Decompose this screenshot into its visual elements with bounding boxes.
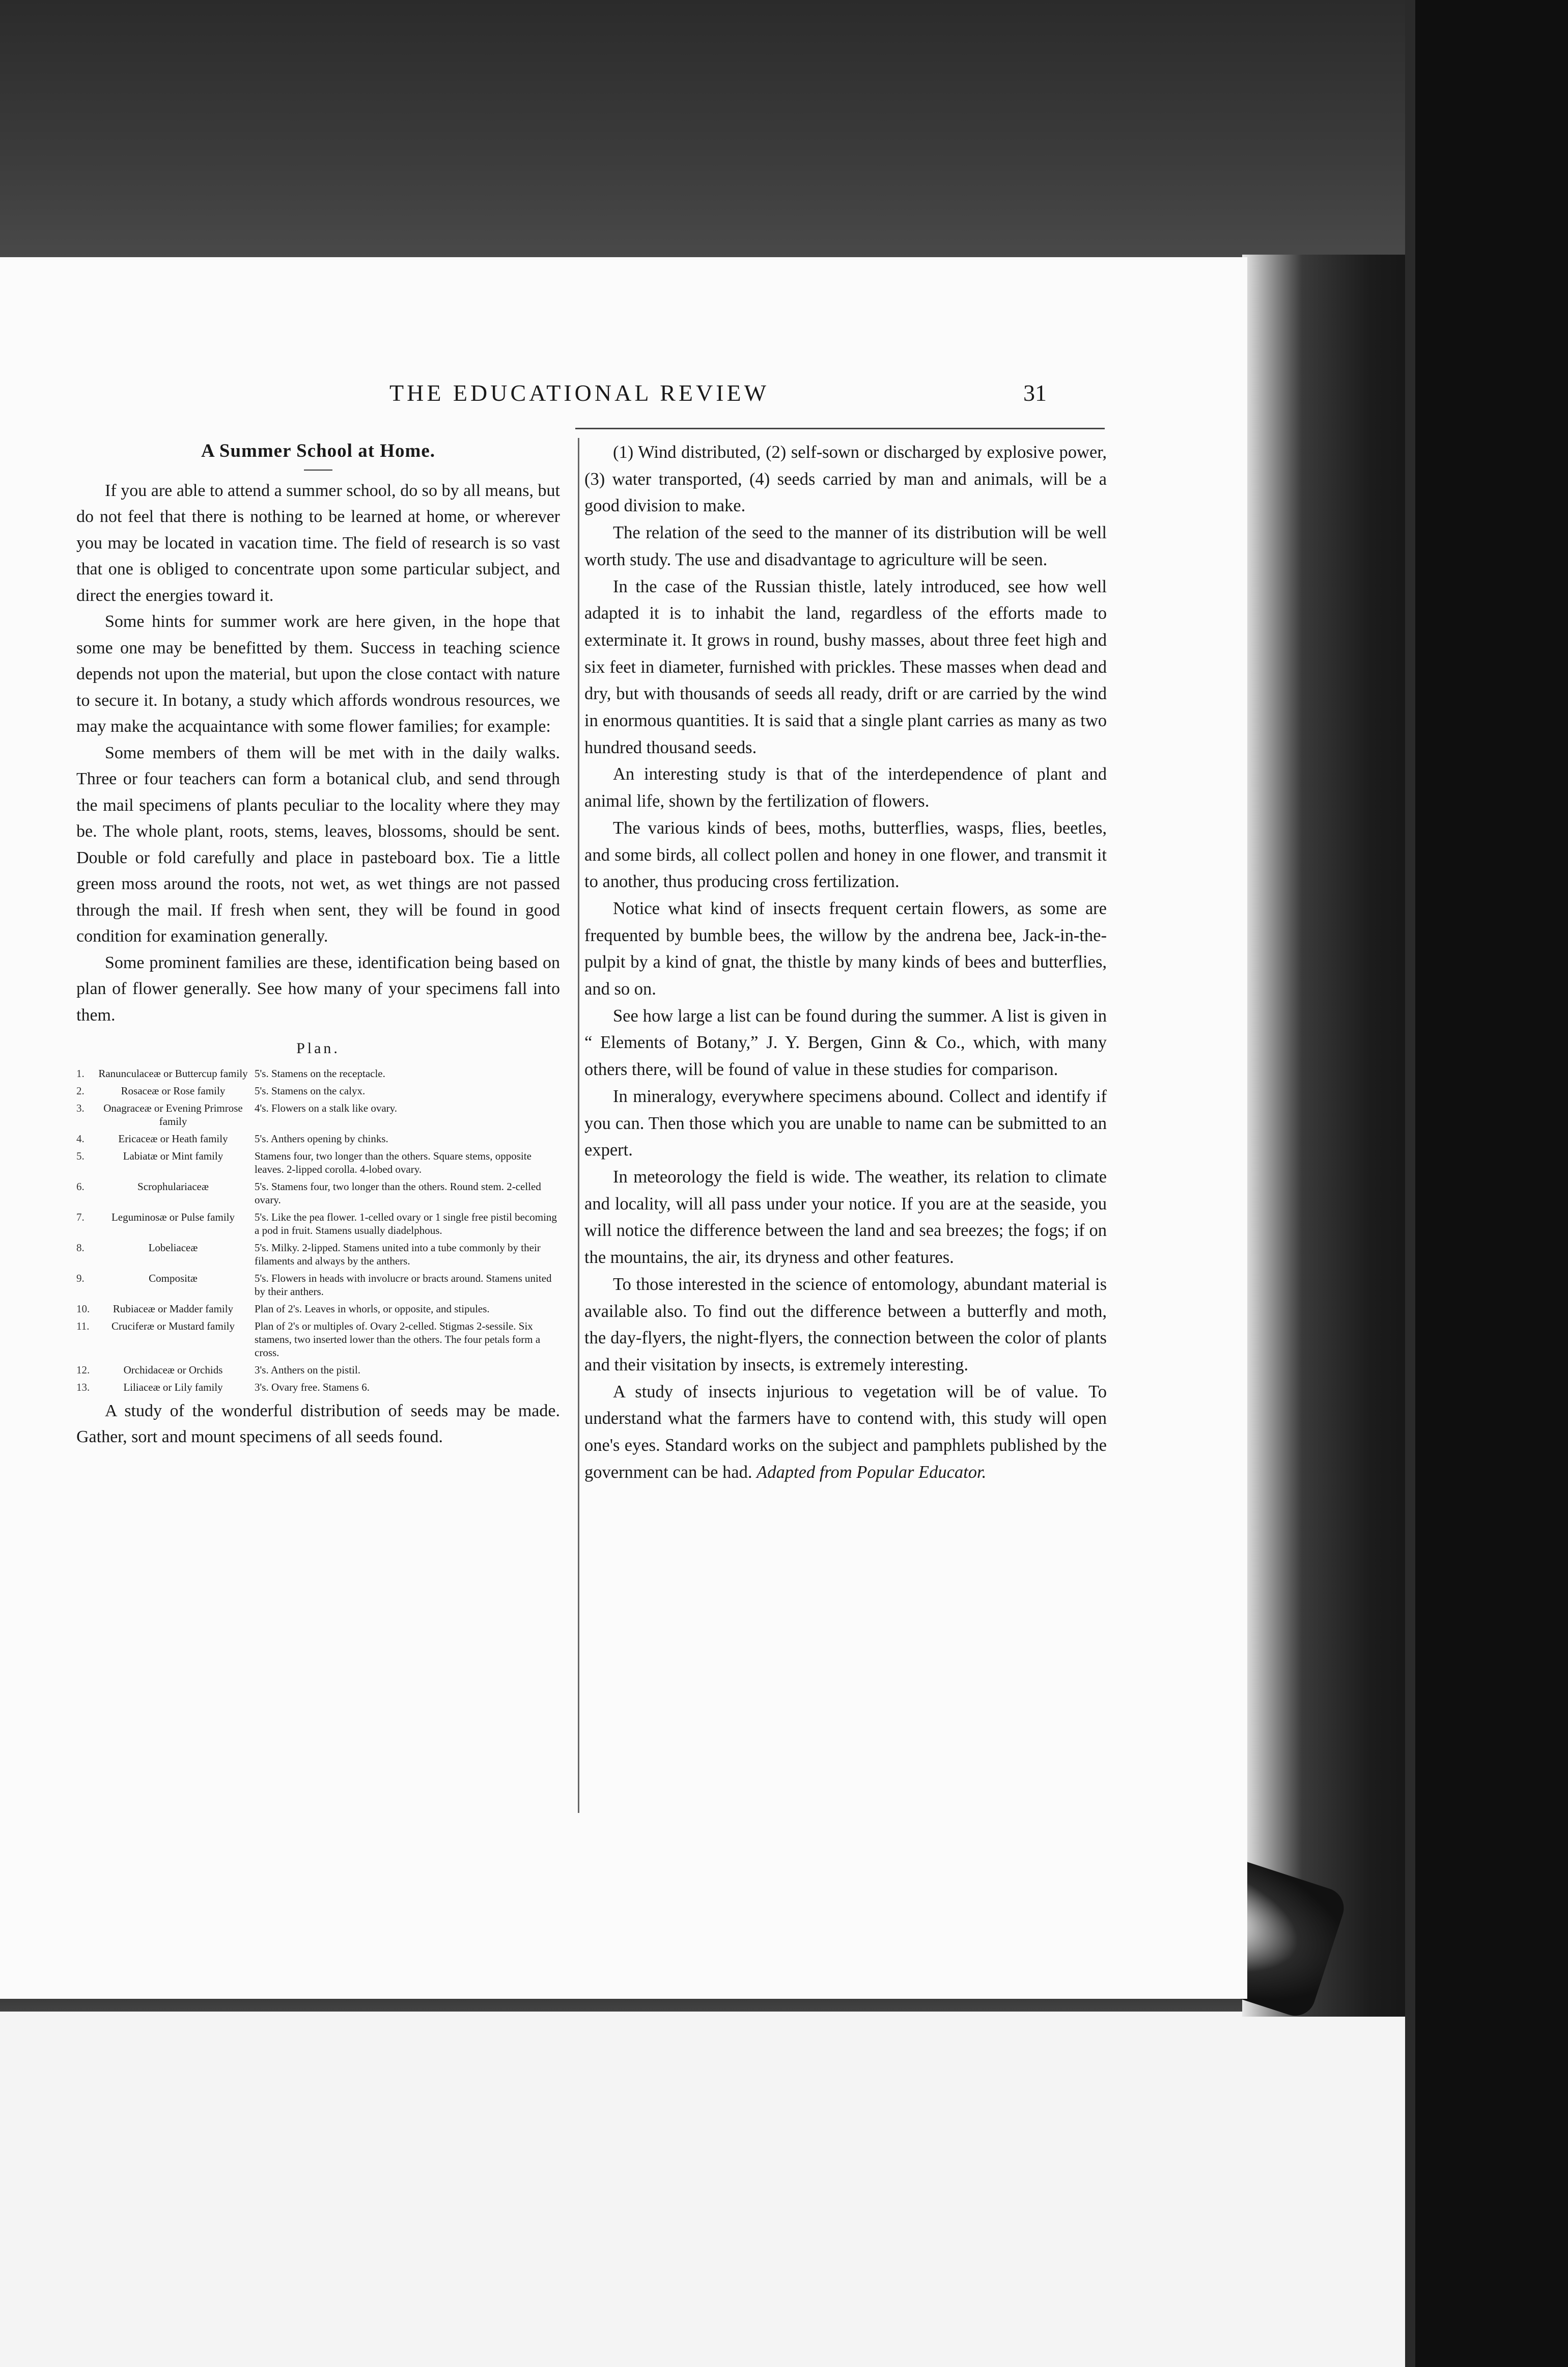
right-column [584,439,1107,1485]
plan-family: Onagraceæ or Evening Primrose family [103,1102,243,1127]
plan-number: 1. [76,1067,85,1080]
plan-family: Scrophulariaceæ [137,1180,209,1193]
plan-number: 10. [76,1302,90,1315]
plan-row [76,1067,560,1080]
final-paragraph-text: A study of insects injurious to vegetation will be of value. To understand what the farmers have to contend with, this study will open one's eyes. Standard works on the subject and pamphlets published by the government can be had. [584,1382,1107,1482]
plan-number: 2. [76,1084,85,1097]
plan-family: Rubiaceæ or Madder family [113,1302,234,1315]
paragraph: Some prominent families are these, identification being based on plan of flower generally. See how many of your specimens fall into them. [76,953,560,1025]
column-divider [578,438,579,1813]
paragraph: The various kinds of bees, moths, butterflies, wasps, flies, beetles, and some birds, all collect pollen and honey in one flower, and transmit it to another, thus producing cross fertilization. [584,818,1107,892]
plan-row [76,1319,560,1359]
plan-row [76,1363,560,1377]
plan-family: Liliaceæ or Lily family [123,1381,223,1393]
photo-backdrop-top [0,0,1568,265]
running-title: THE EDUCATIONAL REVIEW [389,380,770,406]
plan-description: 5's. Flowers in heads with involucre or bracts around. Stamens united by their anthers. [255,1272,552,1298]
paragraph: In meteorology the field is wide. The weather, its relation to climate and locality, will all pass under your notice. If you are at the seaside, you will notice the difference between the land and sea breezes; the fogs; if on the mountains, the air, its dryness and other features. [584,1167,1107,1268]
paragraph: To those interested in the science of entomology, abundant material is available also. To find out the difference between a butterfly and moth, the day-flyers, the night-flyers, the connection between the color of plants and their visitation by insects, is extremely interesting. [584,1274,1107,1374]
paragraph: An interesting study is that of the interdependence of plant and animal life, shown by the fertilization of flowers. [584,764,1107,811]
plan-description: Plan of 2's or multiples of. Ovary 2-celled. Stigmas 2-sessile. Six stamens, two inserted lower than the others. The four petals form a cross. [255,1319,541,1359]
plan-number: 8. [76,1241,85,1254]
plan-number: 13. [76,1381,90,1393]
paragraph: If you are able to attend a summer school, do so by all means, but do not feel that there is nothing to be learned at home, or wherever you may be located in vacation time. The field of research is so vast that one is obliged to concentrate upon some particular subject, and direct the energies toward it. [76,481,560,605]
plan-number: 5. [76,1149,85,1162]
header-rule [575,428,1105,429]
page-header [0,379,1120,410]
plan-description: 4's. Flowers on a stalk like ovary. [255,1102,398,1114]
plan-row [76,1302,560,1315]
plan-row [76,1210,560,1237]
plan-row [76,1149,560,1176]
paragraph: In mineralogy, everywhere specimens abound. Collect and identify if you can. Then those which you are unable to name can be submitted to an expert. [584,1086,1107,1160]
plan-family: Cruciferæ or Mustard family [111,1319,235,1332]
plan-row [76,1180,560,1206]
plan-description: 5's. Anthers opening by chinks. [255,1132,388,1145]
plan-row [76,1272,560,1298]
plan-number: 9. [76,1272,85,1284]
plan-list [76,1067,560,1394]
plan-number: 7. [76,1210,85,1223]
plan-family: Ericaceæ or Heath family [118,1132,228,1145]
plan-family: Compositæ [149,1272,198,1284]
plan-description: 5's. Stamens four, two longer than the others. Round stem. 2-celled ovary. [255,1180,541,1206]
paragraph: A study of the wonderful distribution of seeds may be made. Gather, sort and mount specimens of all seeds found. [76,1401,560,1446]
plan-number: 12. [76,1363,90,1376]
plan-number: 11. [76,1319,90,1332]
plan-description: 5's. Stamens on the calyx. [255,1084,366,1097]
plan-description: Plan of 2's. Leaves in whorls, or opposite, and stipules. [255,1302,490,1315]
paragraph: Notice what kind of insects frequent certain flowers, as some are frequented by bumble bees, the willow by the andrena bee, Jack-in-the-pulpit by a kind of gnat, the thistle by many kinds of bees and butterflies, and so on. [584,898,1107,999]
paragraph: In the case of the Russian thistle, lately introduced, see how well adapted it is to inhabit the land, regardless of the efforts made to exterminate it. It grows in round, bushy masses, about three feet high and six feet in diameter, furnished with prickles. These masses when dead and dry, but with thousands of seeds all ready, drift or are carried by the wind in enormous quantities. It is said that a single plant carries as many as two hundred thousand seeds. [584,576,1107,757]
final-paragraph [584,1379,1107,1486]
paragraph: See how large a list can be found during the summer. A list is given in “ Elements of Botany,” J. Y. Bergen, Ginn & Co., which, with many others there, will be found of value in these studies for comparison. [584,1006,1107,1080]
page-number: 31 [1023,380,1047,406]
plan-row [76,1102,560,1128]
plan-heading: Plan. [296,1040,340,1057]
plan-family: Rosaceæ or Rose family [121,1084,226,1097]
plan-description: 3's. Ovary free. Stamens 6. [255,1381,370,1393]
plan-number: 4. [76,1132,85,1145]
plan-description: 3's. Anthers on the pistil. [255,1363,360,1376]
attribution: Adapted from Popular Educator. [757,1462,987,1482]
plan-number: 6. [76,1180,85,1193]
plan-description: 5's. Stamens on the receptacle. [255,1067,385,1080]
plan-family: Lobeliaceæ [148,1241,198,1254]
plan-row [76,1084,560,1097]
paragraph: Some members of them will be met with in the daily walks. Three or four teachers can form a botanical club, and send through the mail specimens of plants peculiar to the locality where they may be. The whole plant, roots, stems, leaves, blossoms, should be sent. Double or fold carefully and place in pasteboard box. Tie a little green moss around the roots, not wet, as wet things are not passed through the mail. If fresh when sent, they will be found in good condition for examination generally. [76,743,560,946]
title-dash [304,470,332,471]
plan-family: Labiatæ or Mint family [123,1149,223,1162]
frame-right [1415,0,1568,2367]
left-column [76,438,560,1450]
plan-description: Stamens four, two longer than the others. Square stems, opposite leaves. 2-lipped corolla. 4-lobed ovary. [255,1149,531,1175]
article-title: A Summer School at Home. [201,441,436,461]
plan-description: 5's. Milky. 2-lipped. Stamens united into a tube commonly by their filaments and always by the anthers. [255,1241,541,1267]
paragraph: The relation of the seed to the manner of its distribution will be well worth study. The use and disadvantage to agriculture will be seen. [584,523,1107,569]
plan-description: 5's. Like the pea flower. 1-celled ovary or 1 single free pistil becoming a pod in fruit. Stamens usually diadelphous. [255,1210,557,1236]
photo-backdrop-bottom [0,2012,1568,2367]
plan-number: 3. [76,1102,85,1114]
paragraph: (1) Wind distributed, (2) self-sown or discharged by explosive power, (3) water transported, (4) seeds carried by man and animals, will be a good division to make. [584,443,1107,516]
plan-family: Ranunculaceæ or Buttercup family [98,1067,248,1080]
plan-row [76,1241,560,1268]
paragraph: Some hints for summer work are here given, in the hope that some one may be benefitted by them. Success in teaching science depends not upon the material, but upon the close contact with nature to secure it. In botany, a study which affords wondrous resources, we may make the acquaintance with some flower families; for example: [76,612,560,736]
plan-family: Leguminosæ or Pulse family [111,1210,235,1223]
plan-family: Orchidaceæ or Orchids [123,1363,223,1376]
plan-row [76,1132,560,1145]
plan-row [76,1381,560,1394]
